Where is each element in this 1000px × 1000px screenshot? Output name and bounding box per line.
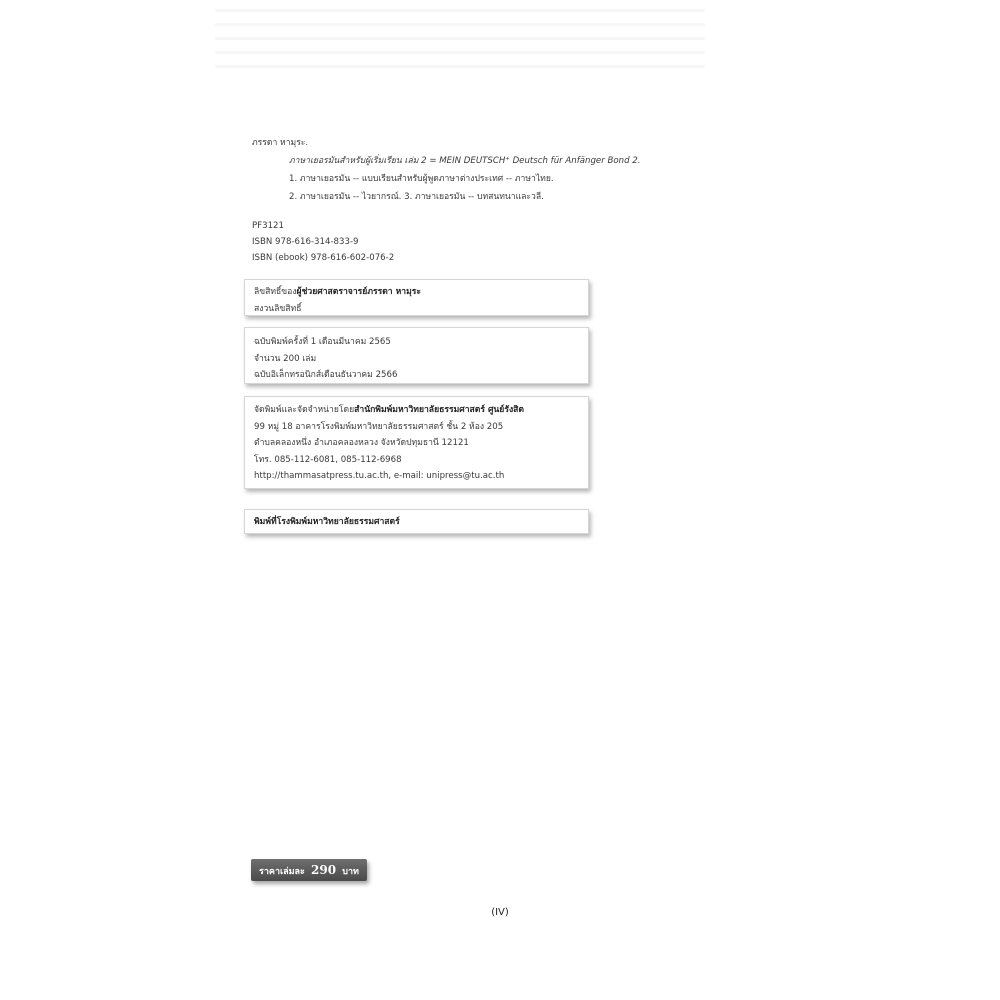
copyright-box <box>244 279 589 316</box>
copyright-holder: ผู้ช่วยศาสตราจารย์ภรรดา หามุระ <box>296 287 422 297</box>
rights-reserved: สงวนลิขสิทธิ์ <box>254 303 302 314</box>
cip-title: ภาษาเยอรมันสำหรับผู้เริ่มเรียน เล่ม 2 = MEIN DEUTSCH⁺ Deutsch für Anfänger Bond 2. <box>289 156 641 166</box>
cip-subject-2: 2. ภาษาเยอรมัน -- ไวยากรณ์. 3. ภาษาเยอรมัน -- บทสนทนาและวลี. <box>289 192 544 202</box>
publisher-web: http://thammasatpress.tu.ac.th, e-mail: unipress@tu.ac.th <box>254 471 505 481</box>
publisher-name: สำนักพิมพ์มหาวิทยาลัยธรรมศาสตร์ ศูนย์รังสิต <box>354 405 524 415</box>
price-prefix: ราคาเล่มละ <box>259 867 305 877</box>
edition-box <box>244 327 589 384</box>
publisher-address-2: ตำบลคลองหนึ่ง อำเภอคลองหลวง จังหวัดปทุมธานี 12121 <box>254 438 469 448</box>
classification-codes <box>252 218 394 266</box>
copyright-prefix: ลิขสิทธิ์ของ <box>254 287 297 297</box>
show-through-text <box>215 8 705 68</box>
price-amount: 290 <box>311 863 337 877</box>
publisher-phone: โทร. 085-112-6081, 085-112-6968 <box>254 454 402 465</box>
ebook-edition-date: ฉบับอิเล็กทรอนิกส์เดือนธันวาคม 2566 <box>254 370 398 380</box>
publisher-address-1: 99 หมู่ 18 อาคารโรงพิมพ์มหาวิทยาลัยธรรมศาสตร์ ชั้น 2 ห้อง 205 <box>254 421 504 432</box>
cip-author: ภรรดา หามุระ. <box>252 138 309 148</box>
page-number: (IV) <box>491 907 509 918</box>
call-number: PF3121 <box>252 221 284 231</box>
printer-label: พิมพ์ที่โรงพิมพ์มหาวิทยาลัยธรรมศาสตร์ <box>254 517 400 527</box>
first-print-date: ฉบับพิมพ์ครั้งที่ 1 เดือนมีนาคม 2565 <box>254 337 391 347</box>
price-unit: บาท <box>342 867 359 877</box>
price-badge <box>251 859 367 881</box>
publisher-prefix: จัดพิมพ์และจัดจำหน่ายโดย <box>254 405 355 415</box>
printer-box <box>244 509 589 534</box>
publisher-box <box>244 396 589 489</box>
print-copies: จำนวน 200 เล่ม <box>254 353 317 364</box>
isbn-ebook: ISBN (ebook) 978-616-602-076-2 <box>252 253 395 263</box>
cataloging-in-publication <box>252 134 640 206</box>
isbn: ISBN 978-616-314-833-9 <box>252 237 359 247</box>
cip-subject-1: 1. ภาษาเยอรมัน -- แบบเรียนสำหรับผู้พูดภาษาต่างประเทศ -- ภาษาไทย. <box>289 174 554 184</box>
